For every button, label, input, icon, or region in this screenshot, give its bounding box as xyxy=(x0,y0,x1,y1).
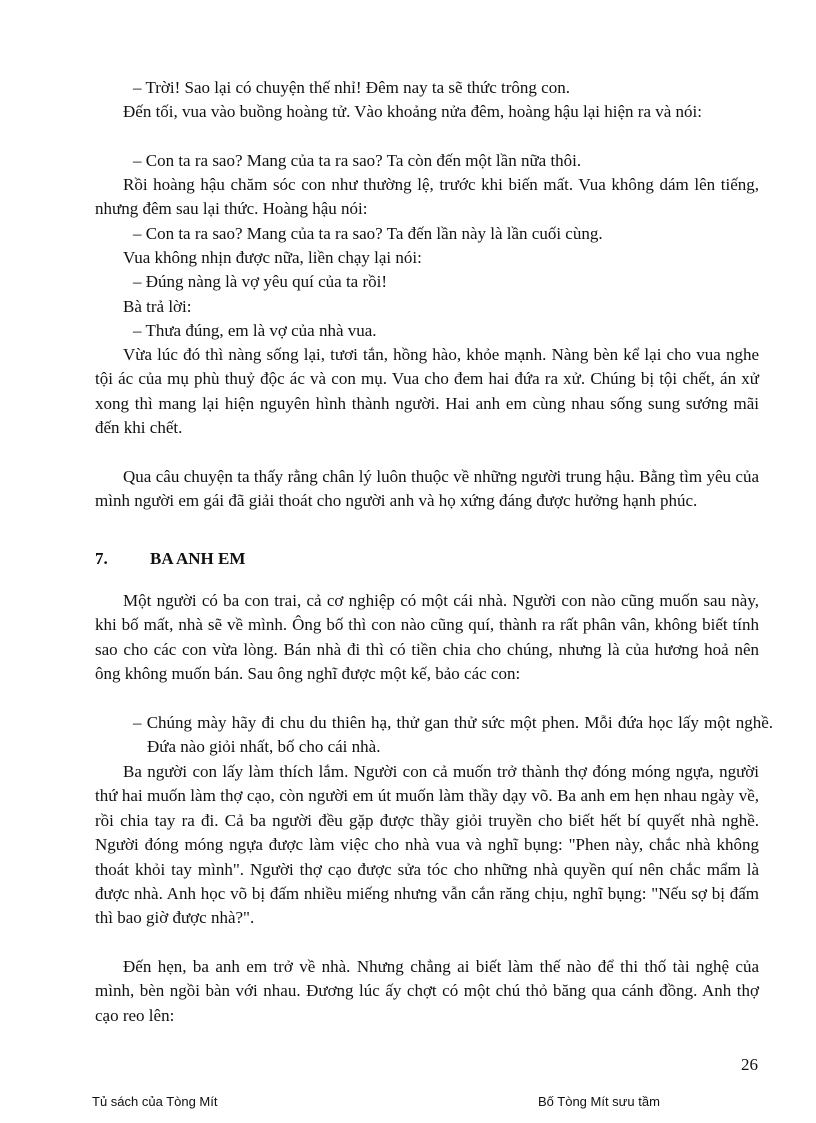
dialogue-line: – Chúng mày hãy đi chu du thiên hạ, thử gan thử sức một phen. Mỗi đứa học lấy một nghề. Đứa nào giỏi nhất, bố cho cái nhà. xyxy=(133,713,773,757)
dialogue-line: – Con ta ra sao? Mang của ta ra sao? Ta đến lần này là lần cuối cùng. xyxy=(133,224,603,243)
paragraph: Đến hẹn, ba anh em trở về nhà. Nhưng chẳng ai biết làm thế nào để thi thố tài nghệ của mình, bèn ngồi bàn với nhau. Đương lúc ấy chợt có một chú thỏ băng qua cánh đồng. Anh thợ cạo reo lên: xyxy=(95,957,759,1025)
dialogue-line: – Đúng nàng là vợ yêu quí của ta rồi! xyxy=(133,272,388,291)
paragraph: Vừa lúc đó thì nàng sống lại, tươi tắn, hồng hào, khỏe mạnh. Nàng bèn kể lại cho vua nghe tội ác của mụ phù thuỷ độc ác và con mụ. Vua cho đem hai đứa ra xử. Chúng bị tội chết, án xử xong thì mang lại hiện nguyên hình thành người. Hai anh em cùng nhau sống sung sướng mãi đến khi chết. xyxy=(95,345,759,438)
section-title: BA ANH EM xyxy=(150,549,246,568)
paragraph: Đến tối, vua vào buồng hoàng tử. Vào khoảng nửa đêm, hoàng hậu lại hiện ra và nói: xyxy=(123,102,702,121)
page-number: 26 xyxy=(741,1055,758,1074)
paragraph: Ba người con lấy làm thích lắm. Người con cả muốn trở thành thợ đóng móng ngựa, người thứ hai muốn làm thợ cạo, còn người em út muốn làm thầy dạy võ. Ba anh em hẹn nhau ngày về, rồi chia tay ra đi. Cả ba người đều gặp được thầy giỏi truyền cho biết hết bí quyết nhà nghề. Người đóng móng ngựa được làm việc cho nhà vua và nghĩ bụng: "Phen này, chắc nhà không thoát khỏi tay mình". Người thợ cạo được sửa tóc cho những nhà quyền quí nên chắc mẩm là được nhà. Anh học võ bị đấm nhiều miếng nhưng vẫn cắn răng chịu, nghĩ bụng: "Nếu sợ bị đấm thì bao giờ được nhà?". xyxy=(95,762,759,928)
conclusion-paragraph: Qua câu chuyện ta thấy rằng chân lý luôn thuộc về những người trung hậu. Bằng tìm yêu của mình người em gái đã giải thoát cho người anh và họ xứng đáng được hưởng hạnh phúc. xyxy=(95,467,759,511)
section-heading xyxy=(95,549,245,569)
dialogue-line: – Trời! Sao lại có chuyện thế nhỉ! Đêm nay ta sẽ thức trông con. xyxy=(133,78,570,97)
footer-right: Bố Tòng Mít sưu tầm xyxy=(538,1094,660,1109)
paragraph: Bà trả lời: xyxy=(123,297,192,316)
section-number: 7. xyxy=(95,549,108,568)
paragraph: Vua không nhịn được nữa, liền chạy lại nói: xyxy=(123,248,422,267)
paragraph: Một người có ba con trai, cả cơ nghiệp có một cái nhà. Người con nào cũng muốn sau này, khi bố mất, nhà sẽ về mình. Ông bố thì con nào cũng quí, thành ra rất phân vân, không biết tính sao cho các con vừa lòng. Bán nhà đi thì có tiền chia cho chúng, nhưng là của hương hoả nên ông không muốn bán. Sau ông nghĩ được một kế, bảo các con: xyxy=(95,591,759,684)
footer-left: Tủ sách của Tòng Mít xyxy=(92,1094,218,1109)
dialogue-line: – Con ta ra sao? Mang của ta ra sao? Ta còn đến một lần nữa thôi. xyxy=(133,151,582,170)
dialogue-line: – Thưa đúng, em là vợ của nhà vua. xyxy=(133,321,377,340)
paragraph: Rồi hoàng hậu chăm sóc con như thường lệ, trước khi biến mất. Vua không dám lên tiếng, nhưng đêm sau lại thức. Hoàng hậu nói: xyxy=(95,175,759,219)
